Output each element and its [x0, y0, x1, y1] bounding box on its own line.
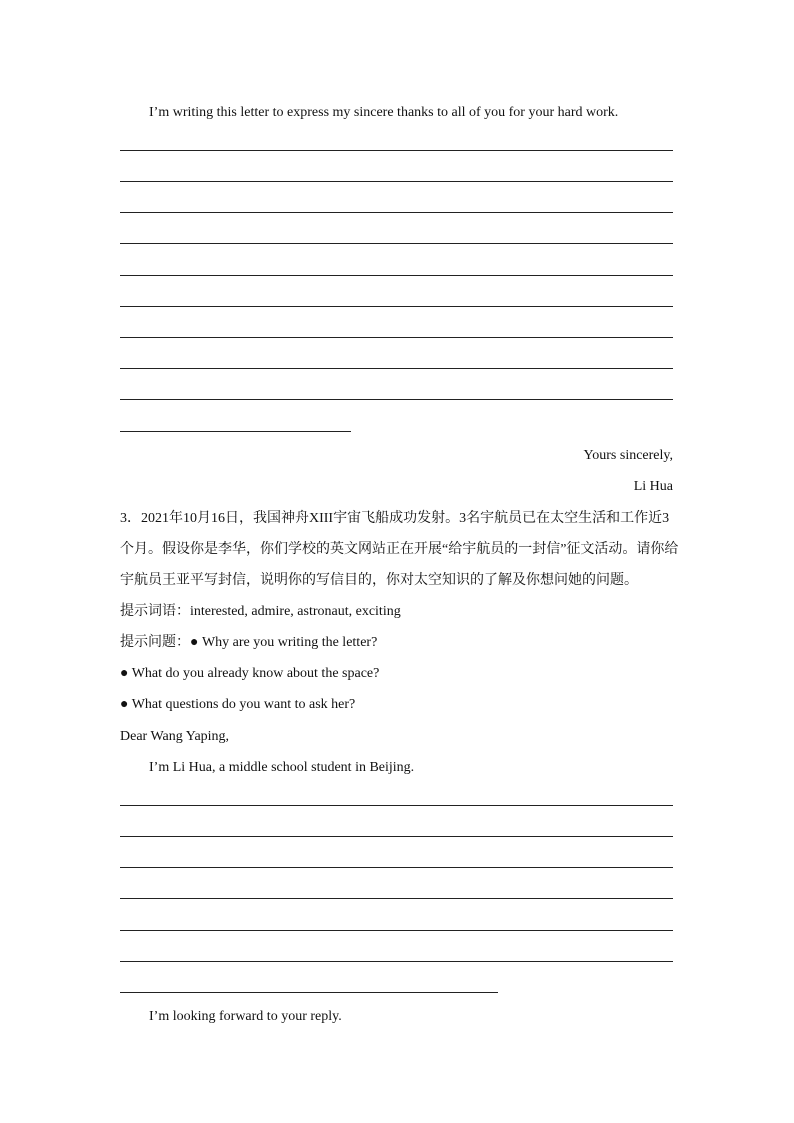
q3-opening: I’m Li Hua, a middle school student in Beijing.	[149, 760, 415, 775]
hint-question-1: ● Why are you writing the letter?	[190, 635, 378, 650]
writing-line-short	[120, 992, 498, 993]
writing-line	[120, 867, 673, 868]
letter1-closing: Yours sincerely,	[583, 448, 673, 463]
q3-salutation: Dear Wang Yaping,	[120, 729, 230, 744]
hint-questions-label: 提示问题：	[120, 635, 190, 650]
writing-line	[120, 212, 673, 213]
hint-question-2: ● What do you already know about the space?	[120, 666, 380, 681]
letter1-signature: Li Hua	[633, 479, 673, 494]
letter1-opening: I’m writing this letter to express my sincere thanks to all of you for your hard work.	[149, 105, 619, 120]
writing-line	[120, 805, 673, 806]
q3-closing: I’m looking forward to your reply.	[149, 1009, 342, 1024]
writing-line	[120, 836, 673, 837]
writing-line	[120, 306, 673, 307]
q3-hint-questions	[120, 633, 377, 653]
hint-words-value: interested, admire, astronaut, exciting	[190, 604, 401, 619]
writing-line	[120, 275, 673, 276]
writing-line	[120, 150, 673, 151]
q3-hint-words	[120, 602, 401, 622]
writing-line	[120, 930, 673, 931]
writing-line	[120, 399, 673, 400]
writing-line	[120, 368, 673, 369]
writing-line	[120, 337, 673, 338]
writing-line	[120, 961, 673, 962]
hint-question-3: ● What questions do you want to ask her?	[120, 697, 356, 712]
writing-line	[120, 898, 673, 899]
q3-prompt: 3．2021年10月16日，我国神舟XIII宇宙飞船成功发射。3名宇航员已在太空生活和工作近3个月。假设你是李华，你们学校的英文网站正在开展“给宇航员的一封信”征文活动。请你给宇航员王亚平写封信，说明你的写信目的，你对太空知识的了解及你想问她的问题。	[120, 511, 679, 588]
writing-line-short	[120, 431, 351, 432]
writing-line	[120, 243, 673, 244]
writing-line	[120, 181, 673, 182]
hint-words-label: 提示词语：	[120, 604, 190, 619]
